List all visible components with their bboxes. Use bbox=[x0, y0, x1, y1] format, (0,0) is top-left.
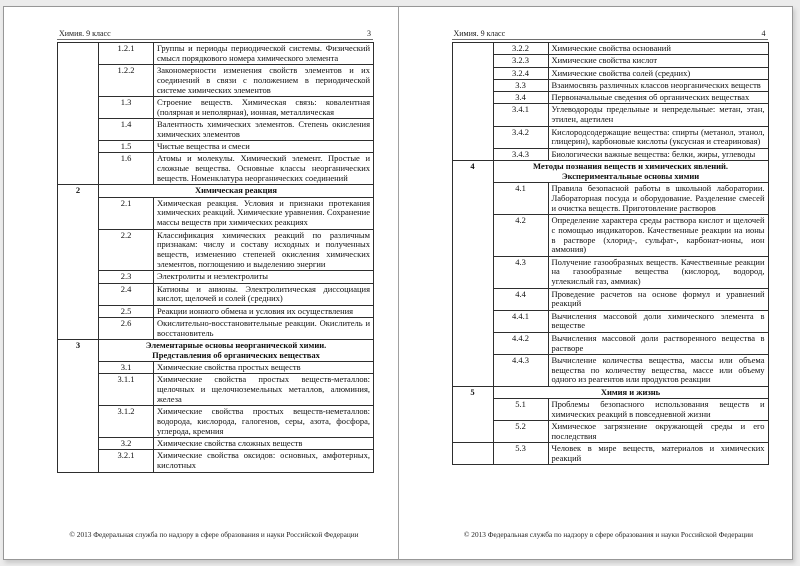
topic-row bbox=[452, 421, 768, 443]
section-row bbox=[452, 160, 768, 182]
topic-row bbox=[58, 141, 374, 153]
spacer-cell bbox=[452, 332, 493, 354]
spacer-cell bbox=[58, 305, 99, 317]
page-header bbox=[452, 29, 768, 40]
topic-number-cell: 1.2.1 bbox=[99, 43, 154, 65]
topic-row bbox=[58, 119, 374, 141]
topic-number-cell: 2.1 bbox=[99, 197, 154, 229]
topic-row bbox=[58, 317, 374, 339]
topic-text-cell: Валентность химических элементов. Степень окисления химических элементов bbox=[154, 119, 374, 141]
topic-number-cell: 2.5 bbox=[99, 305, 154, 317]
running-title: Химия. 9 класс bbox=[59, 29, 111, 38]
topic-number-cell: 3.4.1 bbox=[493, 104, 548, 126]
topic-text-cell: Химическое загрязнение окружающей среды и его последствия bbox=[548, 421, 768, 443]
topic-row bbox=[58, 153, 374, 185]
topic-text-cell: Химические свойства простых веществ bbox=[154, 362, 374, 374]
spacer-cell bbox=[58, 43, 99, 65]
section-number-cell: 4 bbox=[452, 160, 493, 182]
topic-text-cell: Определение характера среды раствора кислот и щелочей с помощью индикаторов. Качественные реакции на ионы в растворе (хлорид-, сульфат-, карбонат-ионы, ион аммония) bbox=[548, 214, 768, 256]
topic-row bbox=[58, 450, 374, 472]
topic-number-cell: 2.3 bbox=[99, 271, 154, 283]
topic-number-cell: 1.6 bbox=[99, 153, 154, 185]
topic-text-cell: Химическая реакция. Условия и признаки протекания химических реакций. Химические уравнения. Сохранение массы веществ при химических реакциях bbox=[154, 197, 374, 229]
document-spread bbox=[3, 6, 793, 560]
topic-text-cell: Химические свойства простых веществ-неметаллов: водорода, кислорода, галогенов, серы, азота, фосфора, углерода, кремния bbox=[154, 406, 374, 438]
page-3-content bbox=[57, 29, 373, 473]
spacer-cell bbox=[452, 148, 493, 160]
topic-row bbox=[58, 362, 374, 374]
spacer-cell bbox=[452, 288, 493, 310]
topic-text-cell: Химические свойства кислот bbox=[548, 55, 768, 67]
topic-text-cell: Катионы и анионы. Электролитическая диссоциация кислот, щелочей и солей (средних) bbox=[154, 283, 374, 305]
topic-number-cell: 3.3 bbox=[493, 79, 548, 91]
topic-text-cell: Окислительно-восстановительные реакции. Окислитель и восстановитель bbox=[154, 317, 374, 339]
topic-row bbox=[452, 183, 768, 215]
spacer-cell bbox=[452, 92, 493, 104]
topic-row bbox=[58, 283, 374, 305]
spacer-cell bbox=[452, 421, 493, 443]
topic-number-cell: 3.2.3 bbox=[493, 55, 548, 67]
topic-number-cell: 3.4.3 bbox=[493, 148, 548, 160]
section-row bbox=[452, 386, 768, 398]
page-number: 4 bbox=[761, 29, 766, 38]
spacer-cell bbox=[452, 443, 493, 465]
topic-number-cell: 5.3 bbox=[493, 443, 548, 465]
spacer-cell bbox=[452, 214, 493, 256]
topic-number-cell: 3.1.1 bbox=[99, 374, 154, 406]
topic-row bbox=[452, 43, 768, 55]
topic-text-cell: Проблемы безопасного использования веществ и химических реакций в повседневной жизни bbox=[548, 399, 768, 421]
topic-text-cell: Углеводороды предельные и непредельные: метан, этан, этилен, ацетилен bbox=[548, 104, 768, 126]
curriculum-table bbox=[57, 42, 374, 473]
topic-number-cell: 5.2 bbox=[493, 421, 548, 443]
topic-text-cell: Химические свойства сложных веществ bbox=[154, 438, 374, 450]
topic-text-cell: Реакции ионного обмена и условия их осуществления bbox=[154, 305, 374, 317]
topic-text-cell: Вычисления массовой доли химического элемента в веществе bbox=[548, 310, 768, 332]
topic-text-cell: Чистые вещества и смеси bbox=[154, 141, 374, 153]
topic-row bbox=[452, 288, 768, 310]
topic-row bbox=[58, 406, 374, 438]
topic-text-cell: Получение газообразных веществ. Качественные реакции на газообразные вещества (кислород, водород, углекислый газ, аммиак) bbox=[548, 256, 768, 288]
topic-text-cell: Химические свойства солей (средних) bbox=[548, 67, 768, 79]
spacer-cell bbox=[58, 96, 99, 118]
topic-number-cell: 4.3 bbox=[493, 256, 548, 288]
topic-text-cell: Первоначальные сведения об органических веществах bbox=[548, 92, 768, 104]
topic-number-cell: 2.6 bbox=[99, 317, 154, 339]
spacer-cell bbox=[58, 141, 99, 153]
topic-text-cell: Вычисления массовой доли растворенного вещества в растворе bbox=[548, 332, 768, 354]
curriculum-table bbox=[452, 42, 769, 465]
topic-number-cell: 4.1 bbox=[493, 183, 548, 215]
page-3 bbox=[4, 7, 398, 559]
topic-row bbox=[58, 65, 374, 97]
spacer-cell bbox=[58, 317, 99, 339]
spacer-cell bbox=[58, 271, 99, 283]
spacer-cell bbox=[452, 55, 493, 67]
running-title: Химия. 9 класс bbox=[453, 29, 506, 38]
spacer-cell bbox=[58, 374, 99, 406]
spacer-cell bbox=[452, 79, 493, 91]
topic-row bbox=[452, 332, 768, 354]
topic-number-cell: 4.4.1 bbox=[493, 310, 548, 332]
topic-row bbox=[58, 271, 374, 283]
topic-row bbox=[452, 92, 768, 104]
section-title-cell: Химия и жизнь bbox=[493, 386, 768, 398]
spacer-cell bbox=[452, 399, 493, 421]
topic-text-cell: Строение веществ. Химическая связь: ковалентная (полярная и неполярная), ионная, металлическая bbox=[154, 96, 374, 118]
topic-number-cell: 4.2 bbox=[493, 214, 548, 256]
topic-row bbox=[452, 399, 768, 421]
page-number: 3 bbox=[367, 29, 371, 38]
topic-number-cell: 3.2.1 bbox=[99, 450, 154, 472]
topic-row bbox=[452, 55, 768, 67]
section-row bbox=[58, 340, 374, 362]
topic-number-cell: 3.2 bbox=[99, 438, 154, 450]
page-footer: © 2013 Федеральная служба по надзору в сфере образования и науки Российской Федерации bbox=[69, 530, 359, 539]
spacer-cell bbox=[452, 183, 493, 215]
topic-number-cell: 1.5 bbox=[99, 141, 154, 153]
topic-row bbox=[58, 197, 374, 229]
topic-number-cell: 3.1.2 bbox=[99, 406, 154, 438]
topic-text-cell: Вычисление количества вещества, массы или объема вещества по количеству вещества, массе или объему одного из реагентов или продуктов реакции bbox=[548, 354, 768, 386]
topic-row bbox=[58, 438, 374, 450]
topic-number-cell: 1.3 bbox=[99, 96, 154, 118]
spacer-cell bbox=[58, 229, 99, 271]
topic-row bbox=[452, 67, 768, 79]
page-4 bbox=[398, 7, 793, 559]
spacer-cell bbox=[452, 43, 493, 55]
topic-text-cell: Атомы и молекулы. Химический элемент. Простые и сложные вещества. Основные классы неорганических веществ. Номенклатура неорганических соединений bbox=[154, 153, 374, 185]
spacer-cell bbox=[58, 450, 99, 472]
topic-number-cell: 5.1 bbox=[493, 399, 548, 421]
topic-number-cell: 3.4 bbox=[493, 92, 548, 104]
topic-text-cell: Кислородсодержащие вещества: спирты (метанол, этанол, глицерин), карбоновые кислоты (уксусная и стеариновая) bbox=[548, 126, 768, 148]
topic-number-cell: 3.2.4 bbox=[493, 67, 548, 79]
topic-text-cell: Электролиты и неэлектролиты bbox=[154, 271, 374, 283]
topic-row bbox=[58, 229, 374, 271]
spacer-cell bbox=[452, 256, 493, 288]
topic-row bbox=[452, 79, 768, 91]
topic-row bbox=[452, 310, 768, 332]
topic-number-cell: 4.4.2 bbox=[493, 332, 548, 354]
topic-text-cell: Химические свойства простых веществ-металлов: щелочных и щелочноземельных металлов, алюминия, железа bbox=[154, 374, 374, 406]
topic-text-cell: Химические свойства оксидов: основных, амфотерных, кислотных bbox=[154, 450, 374, 472]
topic-text-cell: Химические свойства оснований bbox=[548, 43, 768, 55]
topic-row bbox=[58, 374, 374, 406]
topic-number-cell: 3.4.2 bbox=[493, 126, 548, 148]
spacer-cell bbox=[452, 354, 493, 386]
topic-row bbox=[58, 305, 374, 317]
topic-text-cell: Биологически важные вещества: белки, жиры, углеводы bbox=[548, 148, 768, 160]
section-title-cell: Элементарные основы неорганической химии. Представления об органических веществах bbox=[99, 340, 374, 362]
spacer-cell bbox=[452, 67, 493, 79]
topic-number-cell: 3.2.2 bbox=[493, 43, 548, 55]
spacer-cell bbox=[452, 104, 493, 126]
topic-row bbox=[58, 96, 374, 118]
topic-text-cell: Правила безопасной работы в школьной лаборатории. Лабораторная посуда и оборудование. Разделение смесей и очистка веществ. Приготовление растворов bbox=[548, 183, 768, 215]
spacer-cell bbox=[452, 126, 493, 148]
page-footer: © 2013 Федеральная служба по надзору в сфере образования и науки Российской Федерации bbox=[463, 530, 754, 539]
topic-row bbox=[452, 126, 768, 148]
spacer-cell bbox=[58, 119, 99, 141]
topic-number-cell: 2.2 bbox=[99, 229, 154, 271]
topic-number-cell: 4.4.3 bbox=[493, 354, 548, 386]
topic-text-cell: Группы и периоды периодической системы. Физический смысл порядкового номера химического элемента bbox=[154, 43, 374, 65]
spacer-cell bbox=[58, 153, 99, 185]
topic-number-cell: 1.2.2 bbox=[99, 65, 154, 97]
topic-text-cell: Человек в мире веществ, материалов и химических реакций bbox=[548, 443, 768, 465]
topic-number-cell: 4.4 bbox=[493, 288, 548, 310]
spacer-cell bbox=[58, 65, 99, 97]
spacer-cell bbox=[452, 310, 493, 332]
section-number-cell: 5 bbox=[452, 386, 493, 398]
topic-row bbox=[452, 148, 768, 160]
topic-text-cell: Закономерности изменения свойств элементов и их соединений в связи с положением в периодической системе химических элементов bbox=[154, 65, 374, 97]
spacer-cell bbox=[58, 362, 99, 374]
spacer-cell bbox=[58, 283, 99, 305]
topic-row bbox=[452, 443, 768, 465]
page-header bbox=[57, 29, 373, 40]
spacer-cell bbox=[58, 438, 99, 450]
topic-number-cell: 3.1 bbox=[99, 362, 154, 374]
topic-row bbox=[452, 214, 768, 256]
section-row bbox=[58, 185, 374, 197]
topic-row bbox=[58, 43, 374, 65]
topic-number-cell: 1.4 bbox=[99, 119, 154, 141]
topic-text-cell: Проведение расчетов на основе формул и уравнений реакций bbox=[548, 288, 768, 310]
section-title-cell: Методы познания веществ и химических явлений. Экспериментальные основы химии bbox=[493, 160, 768, 182]
section-number-cell: 3 bbox=[58, 340, 99, 362]
spacer-cell bbox=[58, 406, 99, 438]
section-number-cell: 2 bbox=[58, 185, 99, 197]
topic-number-cell: 2.4 bbox=[99, 283, 154, 305]
topic-text-cell: Взаимосвязь различных классов неорганических веществ bbox=[548, 79, 768, 91]
topic-row bbox=[452, 104, 768, 126]
page-4-content bbox=[452, 29, 768, 465]
topic-row bbox=[452, 354, 768, 386]
topic-row bbox=[452, 256, 768, 288]
spacer-cell bbox=[58, 197, 99, 229]
topic-text-cell: Классификация химических реакций по различным признакам: числу и составу исходных и полученных веществ, изменению степеней окисления химических элементов, поглощению и выделению энергии bbox=[154, 229, 374, 271]
section-title-cell: Химическая реакция bbox=[99, 185, 374, 197]
